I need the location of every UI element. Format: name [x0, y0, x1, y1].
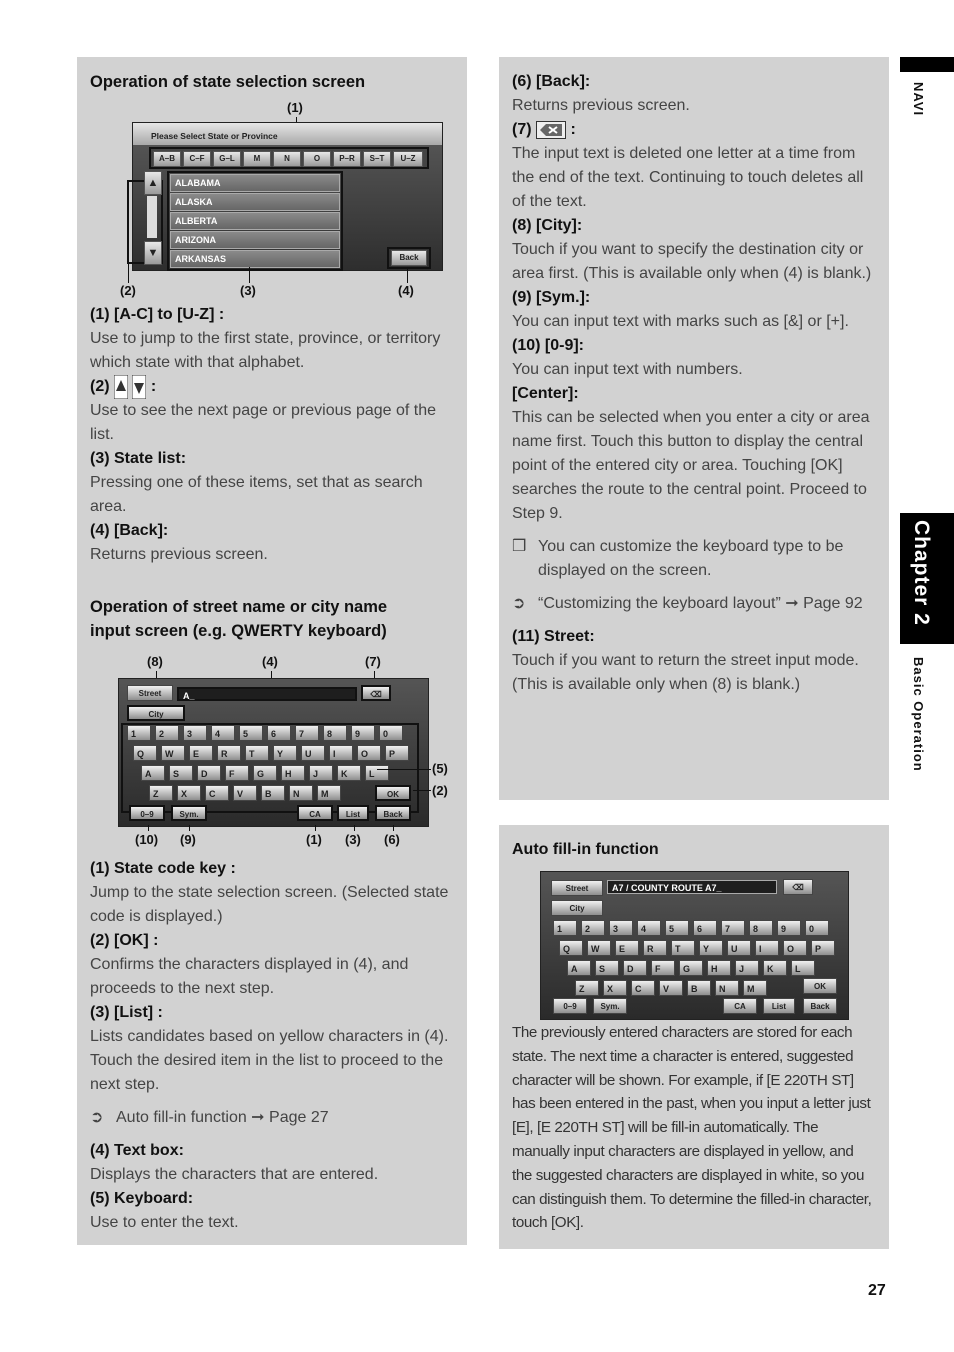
- key[interactable]: X: [177, 785, 201, 801]
- key[interactable]: Q: [133, 745, 157, 761]
- street-button[interactable]: Street: [127, 685, 173, 701]
- customize-reference: [512, 592, 877, 616]
- customize-reference-text[interactable]: “Customizing the keyboard layout” ➞ Page 92: [538, 595, 863, 612]
- callout-4b: (4): [262, 654, 278, 669]
- key[interactable]: M: [317, 785, 341, 801]
- key[interactable]: T: [245, 745, 269, 761]
- item-colon: :: [570, 121, 576, 138]
- customize-note: [512, 535, 877, 583]
- item-heading: (10) [0-9]:: [512, 337, 585, 354]
- key[interactable]: M: [743, 980, 767, 996]
- key[interactable]: 1: [127, 725, 151, 741]
- callout-8: (8): [147, 654, 163, 669]
- keyboard-items: [90, 857, 455, 1235]
- item-number: (2): [90, 378, 110, 396]
- key[interactable]: A: [567, 960, 591, 976]
- item-heading: (6) [Back]:: [512, 73, 591, 90]
- auto-fill-title: Auto fill-in function: [512, 841, 659, 858]
- item-text: Confirms the characters displayed in (4), and proceeds to the next step.: [90, 956, 409, 997]
- key[interactable]: 0: [379, 725, 403, 741]
- reference-arrow-icon: ➲: [90, 1109, 104, 1126]
- item-text: Pressing one of these items, set that as search area.: [90, 474, 423, 516]
- reference-note: [90, 1106, 455, 1130]
- callout-2: (2): [120, 283, 136, 298]
- key[interactable]: S: [169, 765, 193, 781]
- key[interactable]: 7: [295, 725, 319, 741]
- keyboard-section-title-1: Operation of street name or city name: [90, 598, 388, 616]
- down-arrow-icon: [132, 375, 146, 399]
- auto-keyboard-keys: [551, 920, 841, 1004]
- key[interactable]: D: [623, 960, 647, 976]
- key[interactable]: J: [309, 765, 333, 781]
- key[interactable]: 3: [609, 920, 633, 936]
- key[interactable]: D: [197, 765, 221, 781]
- item-heading: [512, 118, 877, 142]
- callout-9: (9): [180, 832, 196, 847]
- page-down-button[interactable]: ▼: [144, 241, 162, 265]
- ok-button[interactable]: OK: [803, 978, 837, 994]
- key[interactable]: I: [755, 940, 779, 956]
- key[interactable]: H: [707, 960, 731, 976]
- key[interactable]: 4: [211, 725, 235, 741]
- item-text: Touch if you want to specify the destination city or area first. (This is available only when (4) is blank.): [512, 241, 872, 282]
- item-colon: :: [150, 378, 157, 396]
- back-button[interactable]: Back: [803, 998, 837, 1014]
- key[interactable]: 0: [805, 920, 829, 936]
- callout-10: (10): [135, 832, 159, 847]
- item-text: Returns previous screen.: [512, 97, 690, 114]
- key[interactable]: S: [595, 960, 619, 976]
- item-heading: (1) State code key :: [90, 860, 236, 877]
- section-label: Basic Operation: [911, 657, 926, 772]
- zero-nine-button[interactable]: 0–9: [129, 805, 165, 821]
- page-up-button[interactable]: ▲: [144, 171, 162, 195]
- alpha-button-g-l[interactable]: G–L: [213, 151, 241, 167]
- key[interactable]: L: [791, 960, 815, 976]
- callout-1: (1): [287, 100, 303, 115]
- ok-button[interactable]: OK: [375, 785, 411, 801]
- city-button[interactable]: City: [551, 900, 603, 916]
- callout-7: (7): [365, 654, 381, 669]
- item-text: This can be selected when you enter a city or area name first. Touch this button to display the central point of the entered city or area. Touching [OK] searches the route to the central point. Proceed to Step 9.: [512, 409, 870, 522]
- key[interactable]: W: [161, 745, 185, 761]
- key[interactable]: R: [217, 745, 241, 761]
- sym-button[interactable]: Sym.: [593, 998, 627, 1014]
- callout-1b: (1): [306, 832, 322, 847]
- state-list-item[interactable]: ARIZONA: [170, 231, 340, 249]
- item-heading: [Center]:: [512, 385, 579, 402]
- list-button[interactable]: List: [763, 998, 795, 1014]
- right-panel: [499, 57, 889, 800]
- scroll-track: [147, 196, 157, 238]
- key[interactable]: K: [763, 960, 787, 976]
- navi-tab-bar: [900, 57, 954, 72]
- key[interactable]: 9: [351, 725, 375, 741]
- reference-arrow-icon: ➲: [512, 595, 526, 612]
- sym-button[interactable]: Sym.: [171, 805, 207, 821]
- callout-4: (4): [398, 283, 414, 298]
- key[interactable]: T: [671, 940, 695, 956]
- item-number: (7): [512, 121, 532, 138]
- key[interactable]: U: [301, 745, 325, 761]
- auto-fill-text-box[interactable]: A7 / COUNTY ROUTE A7_: [607, 880, 777, 894]
- key[interactable]: P: [811, 940, 835, 956]
- state-list-item[interactable]: ALBERTA: [170, 212, 340, 230]
- state-selection-title: Operation of state selection screen: [90, 73, 366, 91]
- key[interactable]: O: [783, 940, 807, 956]
- callout-2b: (2): [432, 783, 448, 798]
- item-text: Touch if you want to return the street input mode. (This is available only when (8) is blank.): [512, 652, 859, 693]
- key[interactable]: 6: [693, 920, 717, 936]
- state-list: [167, 171, 343, 271]
- key[interactable]: 1: [553, 920, 577, 936]
- delete-button[interactable]: ⌫: [361, 685, 391, 701]
- key[interactable]: 9: [777, 920, 801, 936]
- callout-3: (3): [240, 283, 256, 298]
- checkbox-icon: ❒: [512, 538, 527, 555]
- alpha-button-a-b[interactable]: A–B: [153, 151, 181, 167]
- state-list-item[interactable]: ALABAMA: [170, 174, 340, 192]
- list-button[interactable]: List: [337, 805, 369, 821]
- key[interactable]: 3: [183, 725, 207, 741]
- key[interactable]: W: [587, 940, 611, 956]
- item-heading: (4) [Back]:: [90, 522, 169, 540]
- up-arrow-icon: [114, 375, 128, 399]
- key[interactable]: 2: [155, 725, 179, 741]
- back-frame: [387, 247, 431, 269]
- key[interactable]: 8: [323, 725, 347, 741]
- alpha-button-o[interactable]: O: [303, 151, 331, 167]
- key[interactable]: C: [631, 980, 655, 996]
- item-text: Use to jump to the first state, province, or territory which state with that alphabet.: [90, 330, 441, 371]
- customize-note-text: You can customize the keyboard type to be displayed on the screen.: [538, 538, 844, 579]
- key[interactable]: H: [281, 765, 305, 781]
- key[interactable]: F: [225, 765, 249, 781]
- key[interactable]: 8: [749, 920, 773, 936]
- state-code-key[interactable]: CA: [297, 805, 333, 821]
- key[interactable]: B: [261, 785, 285, 801]
- key[interactable]: Y: [273, 745, 297, 761]
- item-heading: (5) Keyboard:: [90, 1190, 194, 1207]
- key[interactable]: V: [233, 785, 257, 801]
- alpha-button-row: [149, 147, 429, 169]
- chapter-label: Chapter 2: [910, 520, 933, 626]
- text-box[interactable]: A_: [177, 687, 357, 701]
- key[interactable]: Z: [575, 980, 599, 996]
- key[interactable]: L: [365, 765, 389, 781]
- auto-fill-panel: [499, 825, 889, 1249]
- alpha-button-u-z[interactable]: U–Z: [393, 151, 423, 167]
- key[interactable]: N: [715, 980, 739, 996]
- left-panel: [77, 57, 467, 1245]
- key[interactable]: Y: [699, 940, 723, 956]
- alpha-button-s-t[interactable]: S–T: [363, 151, 391, 167]
- item-text: Returns previous screen.: [90, 546, 268, 564]
- item-heading: (8) [City]:: [512, 217, 583, 234]
- item-text: You can input text with marks such as [&] or [+].: [512, 313, 849, 330]
- key[interactable]: 2: [581, 920, 605, 936]
- callout-5: (5): [432, 761, 448, 776]
- key[interactable]: 5: [239, 725, 263, 741]
- state-screen: [132, 122, 443, 271]
- item-heading: (9) [Sym.]:: [512, 289, 591, 306]
- item-text: You can input text with numbers.: [512, 361, 743, 378]
- key[interactable]: V: [659, 980, 683, 996]
- key[interactable]: F: [651, 960, 675, 976]
- item-heading: (3) [List] :: [90, 1004, 163, 1021]
- key[interactable]: C: [205, 785, 229, 801]
- callout-3b: (3): [345, 832, 361, 847]
- key[interactable]: P: [385, 745, 409, 761]
- item-text: The input text is deleted one letter at a time from the end of the text. Continuing to touch deletes all of the text.: [512, 145, 864, 210]
- item-text: Lists candidates based on yellow characters in (4). Touch the desired item in the list to proceed to the next step.: [90, 1028, 449, 1093]
- state-items: [90, 303, 455, 567]
- key[interactable]: U: [727, 940, 751, 956]
- item-heading: (11) Street:: [512, 628, 595, 645]
- keyboard-section-title-2: input screen (e.g. QWERTY keyboard): [90, 622, 387, 640]
- key[interactable]: I: [329, 745, 353, 761]
- key[interactable]: E: [615, 940, 639, 956]
- kbd-back-button[interactable]: Back: [375, 805, 411, 821]
- item-text: Use to enter the text.: [90, 1214, 239, 1231]
- callout-6: (6): [384, 832, 400, 847]
- street-button[interactable]: Street: [551, 880, 603, 896]
- key[interactable]: X: [603, 980, 627, 996]
- item-text: Jump to the state selection screen. (Selected state code is displayed.): [90, 884, 449, 925]
- item-heading: (2) [OK] :: [90, 932, 159, 949]
- state-screen-title: Please Select State or Province: [151, 131, 278, 141]
- navi-label: NAVI: [911, 82, 926, 117]
- item-heading: (3) State list:: [90, 450, 187, 468]
- key[interactable]: G: [679, 960, 703, 976]
- key[interactable]: G: [253, 765, 277, 781]
- state-back-button[interactable]: Back: [391, 250, 427, 266]
- state-list-item[interactable]: ALASKA: [170, 193, 340, 211]
- city-button[interactable]: City: [127, 705, 185, 721]
- keyboard-screen: [118, 678, 429, 827]
- page-number: 27: [868, 1282, 886, 1299]
- item-text: Displays the characters that are entered.: [90, 1166, 379, 1183]
- key[interactable]: B: [687, 980, 711, 996]
- zero-nine-button[interactable]: 0–9: [553, 998, 587, 1014]
- item-heading: (4) Text box:: [90, 1142, 184, 1159]
- alpha-button-m[interactable]: M: [243, 151, 271, 167]
- key[interactable]: O: [357, 745, 381, 761]
- key[interactable]: J: [735, 960, 759, 976]
- key[interactable]: A: [141, 765, 165, 781]
- alpha-button-n[interactable]: N: [273, 151, 301, 167]
- item-heading: (1) [A-C] to [U-Z] :: [90, 306, 225, 323]
- state-code-key[interactable]: CA: [723, 998, 757, 1014]
- alpha-button-c-f[interactable]: C–F: [183, 151, 211, 167]
- key[interactable]: K: [337, 765, 361, 781]
- key[interactable]: 4: [637, 920, 661, 936]
- delete-key-icon: [536, 121, 566, 139]
- state-list-item[interactable]: ARKANSAS: [170, 250, 340, 268]
- reference-text[interactable]: Auto fill-in function ➞ Page 27: [116, 1109, 329, 1126]
- auto-fill-description: The previously entered characters are stored for each state. The next time a character is entered, suggested character will be shown. For example, if [E 220TH ST] has been entered in the past, when you input a letter just [E], [E 220TH ST] will be fill-in automatically. The manually input characters are displayed in yellow, and the suggested characters are displayed in white, so you can distinguish them. To determine the filled-in character, touch [OK].: [512, 1024, 872, 1232]
- delete-button[interactable]: ⌫: [783, 879, 813, 895]
- key[interactable]: E: [189, 745, 213, 761]
- key[interactable]: 5: [665, 920, 689, 936]
- key[interactable]: R: [643, 940, 667, 956]
- item-text: Use to see the next page or previous page of the list.: [90, 402, 437, 444]
- item-heading: [90, 375, 455, 399]
- auto-fill-screen: [540, 871, 849, 1020]
- key[interactable]: 7: [721, 920, 745, 936]
- key[interactable]: 6: [267, 725, 291, 741]
- key[interactable]: Z: [149, 785, 173, 801]
- alpha-button-p-r[interactable]: P–R: [333, 151, 361, 167]
- key[interactable]: N: [289, 785, 313, 801]
- key[interactable]: Q: [559, 940, 583, 956]
